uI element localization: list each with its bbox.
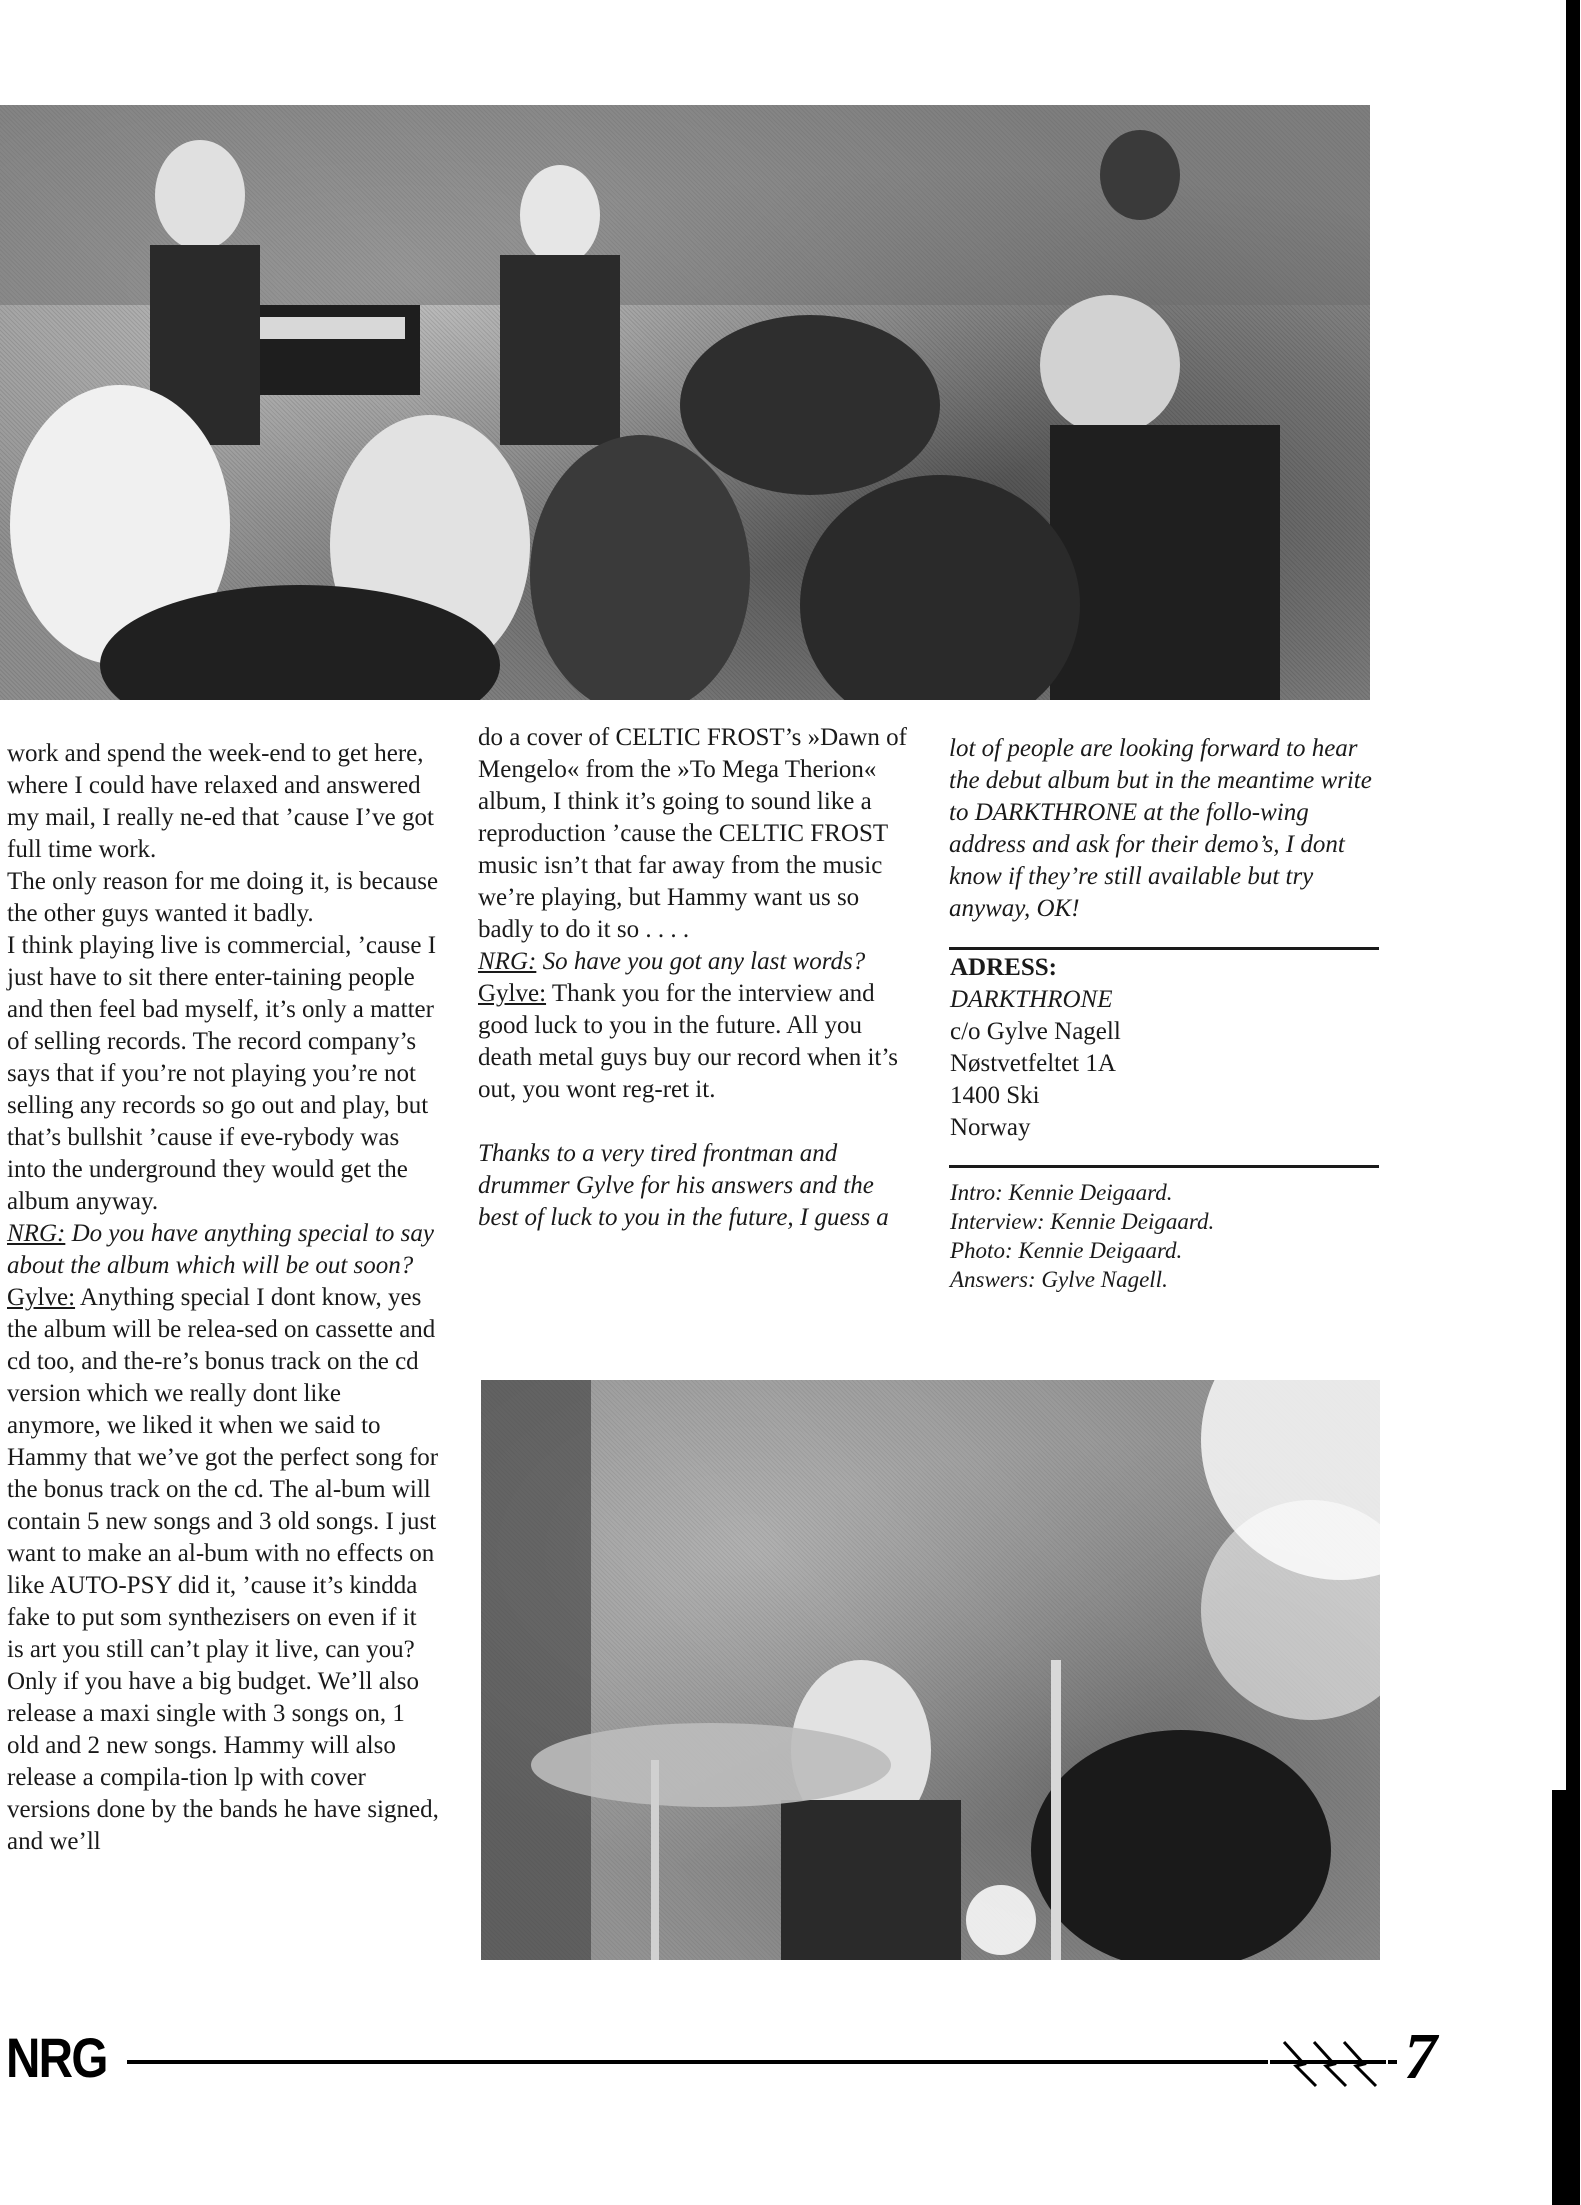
speaker-label: Gylve: — [478, 980, 547, 1007]
interview-question — [478, 946, 910, 978]
address-block — [950, 952, 1370, 1144]
address-line: 1400 Ski — [950, 1082, 1040, 1109]
text-column-2 — [478, 722, 910, 1234]
question-text: Do you have anything special to say about the album which will be out soon? — [7, 1220, 434, 1279]
address-line: c/o Gylve Nagell — [950, 1018, 1121, 1045]
spacer — [478, 1106, 910, 1138]
answer-text: Anything special I dont know, yes the album will be relea-sed on cassette and cd too, and the-re’s bonus track on the cd version which we really dont like anymore, we liked it when we said to Hammy that we’ve got the perfect song for the bonus track on the cd. The al-bum will contain 5 new songs and 3 old songs. I just want to make an al-bum with no effects on like AUTO-PSY did it, ’cause it’s kindda fake to put som synthezisers on even if it is art you still can’t play it live, can you? Only if you have a big budget. We’ll also release a maxi single with 3 songs on, 1 old and 2 new songs. Hammy will also release a compila-tion lp with cover versions done by the bands he have signed, and we’ll — [7, 1284, 439, 1855]
question-text: So have you got any last words? — [542, 948, 866, 975]
speaker-label: Gylve: — [7, 1284, 76, 1311]
paragraph: lot of people are looking forward to hear the debut album but in the meantime write to DARKTHRONE at the follo-wing address and ask for their demo’s, I dont know if they’re still available but try anyway, OK! — [949, 735, 1372, 922]
text-column-1 — [7, 738, 439, 1858]
divider — [949, 947, 1379, 950]
lightning-bolts-icon — [1268, 2036, 1388, 2090]
page-number: 7 — [1404, 2020, 1437, 2093]
text-column-3 — [949, 733, 1379, 925]
drummer-photo — [481, 1380, 1380, 1960]
page-edge-shadow-lower — [1552, 1790, 1580, 2205]
speaker-label: NRG: — [7, 1220, 66, 1247]
thanks-paragraph: Thanks to a very tired frontman and drummer Gylve for his answers and the best of luck to you in the future, I guess a — [478, 1140, 889, 1231]
speaker-label: NRG: — [478, 948, 537, 975]
interview-question — [7, 1218, 439, 1282]
footer-rule — [127, 2060, 1397, 2064]
paragraph: The only reason for me doing it, is because the other guys wanted it badly. — [7, 868, 439, 927]
drummer-photo-art — [481, 1380, 1380, 1960]
address-band: DARKTHRONE — [950, 986, 1113, 1013]
credits-block — [950, 1178, 1370, 1294]
divider — [949, 1165, 1379, 1168]
interview-answer — [7, 1282, 439, 1858]
address-line: Nøstvetfeltet 1A — [950, 1050, 1116, 1077]
magazine-logo: NRG — [6, 2026, 107, 2089]
credit-line: Answers: Gylve Nagell. — [950, 1267, 1168, 1292]
credit-line: Photo: Kennie Deigaard. — [950, 1238, 1183, 1263]
concert-photo-top-art — [0, 105, 1370, 700]
credit-line: Interview: Kennie Deigaard. — [950, 1209, 1215, 1234]
address-heading: ADRESS: — [950, 954, 1057, 981]
interview-answer — [478, 978, 910, 1106]
answer-text: Thank you for the interview and good luck to you in the future. All you death metal guys buy our record when it’s out, you wont reg-ret it. — [478, 980, 899, 1103]
paragraph: work and spend the week-end to get here, where I could have relaxed and answered my mail, I really ne-ed that ’cause I’ve got full time work. — [7, 740, 434, 863]
concert-photo-top — [0, 105, 1370, 700]
paragraph: do a cover of CELTIC FROST’s »Dawn of Mengelo« from the »To Mega Therion« album, I think it’s going to sound like a reproduction ’cause the CELTIC FROST music isn’t that far away from the music we’re playing, but Hammy want us so badly to do it so . . . . — [478, 724, 907, 943]
credit-line: Intro: Kennie Deigaard. — [950, 1180, 1173, 1205]
address-line: Norway — [950, 1114, 1031, 1141]
paragraph: I think playing live is commercial, ’cause I just have to sit there enter-taining people and then feel bad myself, it’s only a matter of selling records. The record company’s says that if you’re not playing you’re not selling any records so go out and play, but that’s bullshit ’cause if eve-rybody was into the underground they would get the album anyway. — [7, 932, 437, 1215]
